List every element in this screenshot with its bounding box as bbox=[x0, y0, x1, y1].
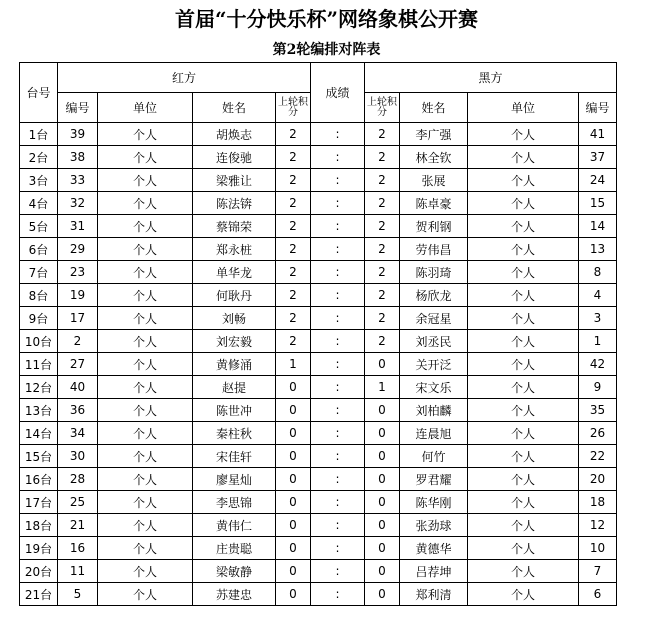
black-prev-score-cell: 2 bbox=[365, 261, 400, 284]
red-prev-score-cell: 0 bbox=[276, 560, 311, 583]
red-number-cell: 23 bbox=[58, 261, 98, 284]
board-cell: 11台 bbox=[20, 353, 58, 376]
red-name-cell: 黄伟仁 bbox=[193, 514, 276, 537]
header-black-prev-score: 上轮积分 bbox=[365, 93, 400, 123]
black-number-cell: 7 bbox=[579, 560, 617, 583]
black-number-cell: 37 bbox=[579, 146, 617, 169]
board-cell: 13台 bbox=[20, 399, 58, 422]
document-subtitle: 第2轮编排对阵表 bbox=[272, 42, 381, 58]
red-unit-cell: 个人 bbox=[98, 307, 193, 330]
result-cell: : bbox=[311, 422, 365, 445]
red-unit-cell: 个人 bbox=[98, 215, 193, 238]
red-unit-cell: 个人 bbox=[98, 146, 193, 169]
black-unit-cell: 个人 bbox=[468, 123, 579, 146]
red-prev-score-cell: 0 bbox=[276, 583, 311, 606]
black-number-cell: 10 bbox=[579, 537, 617, 560]
black-unit-cell: 个人 bbox=[468, 583, 579, 606]
header-black-number: 编号 bbox=[579, 93, 617, 123]
red-name-cell: 何耿丹 bbox=[193, 284, 276, 307]
red-number-cell: 31 bbox=[58, 215, 98, 238]
black-name-cell: 张展 bbox=[400, 169, 468, 192]
table-row bbox=[20, 537, 617, 560]
result-cell: : bbox=[311, 537, 365, 560]
red-unit-cell: 个人 bbox=[98, 284, 193, 307]
black-prev-score-cell: 1 bbox=[365, 376, 400, 399]
black-number-cell: 1 bbox=[579, 330, 617, 353]
result-cell: : bbox=[311, 468, 365, 491]
red-unit-cell: 个人 bbox=[98, 468, 193, 491]
black-name-cell: 连晨旭 bbox=[400, 422, 468, 445]
table-row bbox=[20, 215, 617, 238]
result-cell: : bbox=[311, 307, 365, 330]
red-number-cell: 40 bbox=[58, 376, 98, 399]
red-unit-cell: 个人 bbox=[98, 583, 193, 606]
black-number-cell: 14 bbox=[579, 215, 617, 238]
red-prev-score-cell: 2 bbox=[276, 123, 311, 146]
red-number-cell: 11 bbox=[58, 560, 98, 583]
red-prev-score-cell: 2 bbox=[276, 330, 311, 353]
red-unit-cell: 个人 bbox=[98, 422, 193, 445]
black-unit-cell: 个人 bbox=[468, 422, 579, 445]
result-cell: : bbox=[311, 330, 365, 353]
red-name-cell: 李思锦 bbox=[193, 491, 276, 514]
result-cell: : bbox=[311, 261, 365, 284]
black-prev-score-cell: 0 bbox=[365, 560, 400, 583]
header-board: 台号 bbox=[20, 63, 58, 123]
black-prev-score-cell: 2 bbox=[365, 146, 400, 169]
black-unit-cell: 个人 bbox=[468, 261, 579, 284]
table-row bbox=[20, 307, 617, 330]
red-unit-cell: 个人 bbox=[98, 330, 193, 353]
red-name-cell: 黄修涌 bbox=[193, 353, 276, 376]
board-cell: 2台 bbox=[20, 146, 58, 169]
black-name-cell: 陈华刚 bbox=[400, 491, 468, 514]
black-number-cell: 35 bbox=[579, 399, 617, 422]
black-prev-score-cell: 0 bbox=[365, 583, 400, 606]
red-prev-score-cell: 0 bbox=[276, 445, 311, 468]
red-number-cell: 36 bbox=[58, 399, 98, 422]
black-prev-score-cell: 2 bbox=[365, 215, 400, 238]
table-row bbox=[20, 468, 617, 491]
red-prev-score-cell: 2 bbox=[276, 307, 311, 330]
black-prev-score-cell: 2 bbox=[365, 123, 400, 146]
red-number-cell: 2 bbox=[58, 330, 98, 353]
red-prev-score-cell: 1 bbox=[276, 353, 311, 376]
red-unit-cell: 个人 bbox=[98, 261, 193, 284]
red-name-cell: 宋佳轩 bbox=[193, 445, 276, 468]
red-unit-cell: 个人 bbox=[98, 353, 193, 376]
red-name-cell: 胡焕志 bbox=[193, 123, 276, 146]
header-red-name: 姓名 bbox=[193, 93, 276, 123]
black-unit-cell: 个人 bbox=[468, 514, 579, 537]
black-name-cell: 张劲球 bbox=[400, 514, 468, 537]
board-cell: 8台 bbox=[20, 284, 58, 307]
result-cell: : bbox=[311, 192, 365, 215]
red-name-cell: 连俊驰 bbox=[193, 146, 276, 169]
black-prev-score-cell: 0 bbox=[365, 491, 400, 514]
red-name-cell: 陈法锛 bbox=[193, 192, 276, 215]
board-cell: 4台 bbox=[20, 192, 58, 215]
red-prev-score-cell: 0 bbox=[276, 376, 311, 399]
table-row bbox=[20, 514, 617, 537]
black-prev-score-cell: 2 bbox=[365, 307, 400, 330]
board-cell: 14台 bbox=[20, 422, 58, 445]
red-number-cell: 33 bbox=[58, 169, 98, 192]
black-number-cell: 8 bbox=[579, 261, 617, 284]
header-red-unit: 单位 bbox=[98, 93, 193, 123]
black-prev-score-cell: 0 bbox=[365, 399, 400, 422]
table-row bbox=[20, 560, 617, 583]
black-name-cell: 贺利钢 bbox=[400, 215, 468, 238]
red-prev-score-cell: 0 bbox=[276, 399, 311, 422]
red-name-cell: 单华龙 bbox=[193, 261, 276, 284]
red-prev-score-cell: 0 bbox=[276, 491, 311, 514]
board-cell: 9台 bbox=[20, 307, 58, 330]
table-row bbox=[20, 491, 617, 514]
red-name-cell: 赵提 bbox=[193, 376, 276, 399]
result-cell: : bbox=[311, 169, 365, 192]
red-prev-score-cell: 2 bbox=[276, 192, 311, 215]
pairing-table bbox=[19, 62, 617, 606]
black-unit-cell: 个人 bbox=[468, 537, 579, 560]
result-cell: : bbox=[311, 560, 365, 583]
header-result: 成绩 bbox=[311, 63, 365, 123]
red-number-cell: 30 bbox=[58, 445, 98, 468]
red-prev-score-cell: 0 bbox=[276, 422, 311, 445]
header-red-side: 红方 bbox=[58, 63, 311, 93]
red-prev-score-cell: 0 bbox=[276, 514, 311, 537]
black-name-cell: 黄德华 bbox=[400, 537, 468, 560]
red-name-cell: 梁雅让 bbox=[193, 169, 276, 192]
black-name-cell: 余冠星 bbox=[400, 307, 468, 330]
black-unit-cell: 个人 bbox=[468, 399, 579, 422]
result-cell: : bbox=[311, 123, 365, 146]
red-number-cell: 17 bbox=[58, 307, 98, 330]
red-prev-score-cell: 0 bbox=[276, 537, 311, 560]
red-prev-score-cell: 0 bbox=[276, 468, 311, 491]
black-prev-score-cell: 2 bbox=[365, 330, 400, 353]
black-number-cell: 20 bbox=[579, 468, 617, 491]
table-row bbox=[20, 583, 617, 606]
red-number-cell: 34 bbox=[58, 422, 98, 445]
red-prev-score-cell: 2 bbox=[276, 169, 311, 192]
black-prev-score-cell: 0 bbox=[365, 468, 400, 491]
black-number-cell: 6 bbox=[579, 583, 617, 606]
black-unit-cell: 个人 bbox=[468, 376, 579, 399]
black-prev-score-cell: 0 bbox=[365, 422, 400, 445]
red-name-cell: 庄贵聪 bbox=[193, 537, 276, 560]
red-unit-cell: 个人 bbox=[98, 238, 193, 261]
board-cell: 3台 bbox=[20, 169, 58, 192]
result-cell: : bbox=[311, 284, 365, 307]
board-cell: 16台 bbox=[20, 468, 58, 491]
red-number-cell: 28 bbox=[58, 468, 98, 491]
red-number-cell: 5 bbox=[58, 583, 98, 606]
red-name-cell: 廖星灿 bbox=[193, 468, 276, 491]
red-number-cell: 29 bbox=[58, 238, 98, 261]
black-number-cell: 3 bbox=[579, 307, 617, 330]
table-row bbox=[20, 238, 617, 261]
header-red-prev-score: 上轮积分 bbox=[276, 93, 311, 123]
black-number-cell: 22 bbox=[579, 445, 617, 468]
black-name-cell: 刘丞民 bbox=[400, 330, 468, 353]
black-name-cell: 陈羽琦 bbox=[400, 261, 468, 284]
table-row bbox=[20, 284, 617, 307]
black-number-cell: 9 bbox=[579, 376, 617, 399]
red-prev-score-cell: 2 bbox=[276, 261, 311, 284]
black-name-cell: 林全钦 bbox=[400, 146, 468, 169]
result-cell: : bbox=[311, 399, 365, 422]
black-unit-cell: 个人 bbox=[468, 330, 579, 353]
black-name-cell: 李广强 bbox=[400, 123, 468, 146]
black-name-cell: 宋文乐 bbox=[400, 376, 468, 399]
black-prev-score-cell: 2 bbox=[365, 192, 400, 215]
black-unit-cell: 个人 bbox=[468, 284, 579, 307]
black-name-cell: 罗君耀 bbox=[400, 468, 468, 491]
black-name-cell: 陈卓豪 bbox=[400, 192, 468, 215]
red-unit-cell: 个人 bbox=[98, 399, 193, 422]
red-number-cell: 25 bbox=[58, 491, 98, 514]
result-cell: : bbox=[311, 376, 365, 399]
black-unit-cell: 个人 bbox=[468, 146, 579, 169]
header-black-name: 姓名 bbox=[400, 93, 468, 123]
red-name-cell: 梁敏静 bbox=[193, 560, 276, 583]
black-unit-cell: 个人 bbox=[468, 169, 579, 192]
black-number-cell: 18 bbox=[579, 491, 617, 514]
black-number-cell: 12 bbox=[579, 514, 617, 537]
black-name-cell: 刘柏麟 bbox=[400, 399, 468, 422]
result-cell: : bbox=[311, 146, 365, 169]
red-unit-cell: 个人 bbox=[98, 491, 193, 514]
black-prev-score-cell: 0 bbox=[365, 445, 400, 468]
red-number-cell: 32 bbox=[58, 192, 98, 215]
table-row bbox=[20, 399, 617, 422]
header-red-number: 编号 bbox=[58, 93, 98, 123]
result-cell: : bbox=[311, 238, 365, 261]
result-cell: : bbox=[311, 353, 365, 376]
result-cell: : bbox=[311, 491, 365, 514]
table-row bbox=[20, 376, 617, 399]
table-row bbox=[20, 353, 617, 376]
header-black-side: 黑方 bbox=[365, 63, 617, 93]
red-number-cell: 39 bbox=[58, 123, 98, 146]
black-prev-score-cell: 2 bbox=[365, 169, 400, 192]
black-unit-cell: 个人 bbox=[468, 215, 579, 238]
black-unit-cell: 个人 bbox=[468, 445, 579, 468]
black-number-cell: 15 bbox=[579, 192, 617, 215]
red-unit-cell: 个人 bbox=[98, 445, 193, 468]
red-number-cell: 19 bbox=[58, 284, 98, 307]
board-cell: 7台 bbox=[20, 261, 58, 284]
red-name-cell: 郑永桩 bbox=[193, 238, 276, 261]
black-prev-score-cell: 2 bbox=[365, 284, 400, 307]
black-number-cell: 41 bbox=[579, 123, 617, 146]
black-name-cell: 郑利清 bbox=[400, 583, 468, 606]
header-black-unit: 单位 bbox=[468, 93, 579, 123]
board-cell: 21台 bbox=[20, 583, 58, 606]
board-cell: 20台 bbox=[20, 560, 58, 583]
board-cell: 18台 bbox=[20, 514, 58, 537]
red-name-cell: 刘畅 bbox=[193, 307, 276, 330]
board-cell: 15台 bbox=[20, 445, 58, 468]
result-cell: : bbox=[311, 445, 365, 468]
black-name-cell: 何竹 bbox=[400, 445, 468, 468]
result-cell: : bbox=[311, 583, 365, 606]
black-unit-cell: 个人 bbox=[468, 468, 579, 491]
red-name-cell: 苏建忠 bbox=[193, 583, 276, 606]
black-prev-score-cell: 0 bbox=[365, 353, 400, 376]
red-unit-cell: 个人 bbox=[98, 537, 193, 560]
red-name-cell: 刘宏毅 bbox=[193, 330, 276, 353]
board-cell: 10台 bbox=[20, 330, 58, 353]
table-row bbox=[20, 445, 617, 468]
red-number-cell: 16 bbox=[58, 537, 98, 560]
red-prev-score-cell: 2 bbox=[276, 284, 311, 307]
red-unit-cell: 个人 bbox=[98, 169, 193, 192]
red-name-cell: 蔡锦荣 bbox=[193, 215, 276, 238]
red-name-cell: 秦柱秋 bbox=[193, 422, 276, 445]
black-number-cell: 26 bbox=[579, 422, 617, 445]
board-cell: 5台 bbox=[20, 215, 58, 238]
black-name-cell: 关开泛 bbox=[400, 353, 468, 376]
board-cell: 19台 bbox=[20, 537, 58, 560]
black-name-cell: 杨欣龙 bbox=[400, 284, 468, 307]
table-row bbox=[20, 192, 617, 215]
red-number-cell: 38 bbox=[58, 146, 98, 169]
black-unit-cell: 个人 bbox=[468, 192, 579, 215]
red-prev-score-cell: 2 bbox=[276, 215, 311, 238]
document-title: 首届“十分快乐杯”网络象棋公开赛 bbox=[174, 7, 478, 31]
board-cell: 17台 bbox=[20, 491, 58, 514]
black-unit-cell: 个人 bbox=[468, 238, 579, 261]
red-number-cell: 27 bbox=[58, 353, 98, 376]
black-prev-score-cell: 0 bbox=[365, 514, 400, 537]
black-prev-score-cell: 0 bbox=[365, 537, 400, 560]
result-cell: : bbox=[311, 514, 365, 537]
black-unit-cell: 个人 bbox=[468, 307, 579, 330]
table-row bbox=[20, 422, 617, 445]
red-unit-cell: 个人 bbox=[98, 192, 193, 215]
black-unit-cell: 个人 bbox=[468, 491, 579, 514]
black-number-cell: 13 bbox=[579, 238, 617, 261]
black-unit-cell: 个人 bbox=[468, 560, 579, 583]
red-unit-cell: 个人 bbox=[98, 514, 193, 537]
red-number-cell: 21 bbox=[58, 514, 98, 537]
board-cell: 6台 bbox=[20, 238, 58, 261]
board-cell: 1台 bbox=[20, 123, 58, 146]
black-unit-cell: 个人 bbox=[468, 353, 579, 376]
black-number-cell: 4 bbox=[579, 284, 617, 307]
red-name-cell: 陈世冲 bbox=[193, 399, 276, 422]
red-unit-cell: 个人 bbox=[98, 560, 193, 583]
table-row bbox=[20, 330, 617, 353]
black-name-cell: 劳伟昌 bbox=[400, 238, 468, 261]
table-row bbox=[20, 261, 617, 284]
table-row bbox=[20, 123, 617, 146]
board-cell: 12台 bbox=[20, 376, 58, 399]
table-row bbox=[20, 169, 617, 192]
result-cell: : bbox=[311, 215, 365, 238]
black-name-cell: 吕荐坤 bbox=[400, 560, 468, 583]
table-row bbox=[20, 146, 617, 169]
red-prev-score-cell: 2 bbox=[276, 146, 311, 169]
black-number-cell: 42 bbox=[579, 353, 617, 376]
red-unit-cell: 个人 bbox=[98, 376, 193, 399]
black-prev-score-cell: 2 bbox=[365, 238, 400, 261]
red-prev-score-cell: 2 bbox=[276, 238, 311, 261]
black-number-cell: 24 bbox=[579, 169, 617, 192]
red-unit-cell: 个人 bbox=[98, 123, 193, 146]
